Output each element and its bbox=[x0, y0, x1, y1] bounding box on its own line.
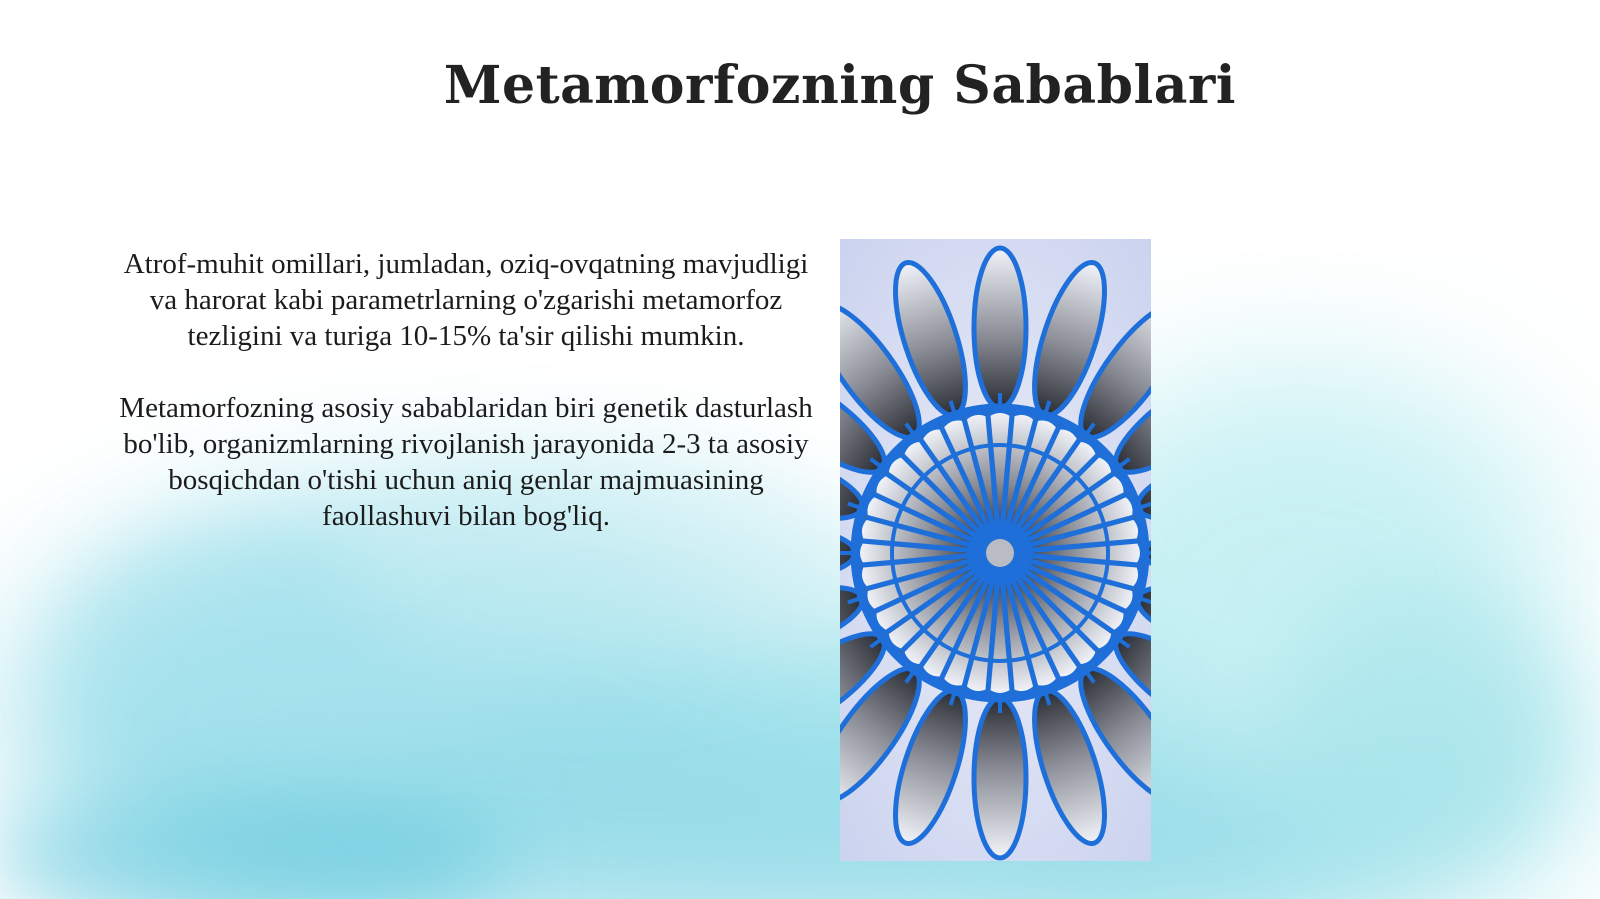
body-text bbox=[110, 246, 822, 570]
paragraph-environment: Atrof-muhit omillari, jumladan, oziq-ovqatning mavjudligi va harorat kabi parametrlarning o'zgarishi metamorfoz tezligini va turiga 10-15% ta'sir qilishi mumkin. bbox=[123, 248, 809, 352]
radial-flower-pattern-image bbox=[840, 239, 1151, 861]
paragraph-genetics: Metamorfozning asosiy sabablaridan biri genetik dasturlash bo'lib, organizmlarning rivojlanish jarayonida 2-3 ta asosiy bosqichdan o'tishi uchun aniq genlar majmuasining faollashuvi bilan bog'liq. bbox=[119, 392, 813, 532]
slide-title: Metamorfozning Sabablari bbox=[443, 55, 1237, 116]
